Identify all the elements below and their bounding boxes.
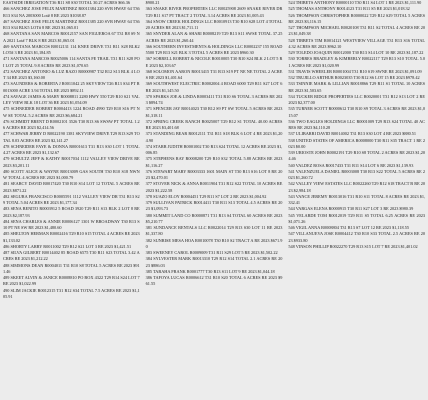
listing-entry: 469 SANTANA MARCOS R0012131 114 KNEE DRIVE T31 R11 S28 BLK2 LOT# 3 RE 2023 $1,184.85 xyxy=(3,43,140,55)
listing-entry: 378 SUAZO ELOY R0004451 T29 R11 S7 LOT 2 RE 2023 $1,004.92 xyxy=(145,193,267,199)
listing-entry: 479 SCHULTZ JEFF & KATHY R0017034 1112 VALLEY VIEW DRIVE RE 2023 $3,201.11 xyxy=(3,156,140,168)
listing-entry: 484 SENA CHARLES & ANNIE R0006127 1301 W BROADWAY T30 R13 S10 PT NE SW RE 2023 $1,480.60 xyxy=(3,218,140,230)
listing-entry: 365 SNYDER ALAN & SHARI R0008219 T29 R13 S11 SWSE TOTAL 37.25 ACRES RE 2023 $1,260.44 xyxy=(145,31,283,43)
listing-entry: 473 SAUNDERS & ROBERTA J R0011042 25 SKYVIEW T26 R13 S34 PT R0013000 ACRE 3.94 TOTAL RE 2023 $892.11 xyxy=(3,81,140,93)
listing-entry: 537 ULIBARRI DAVID R0014002 T31 R13 S30 LOT 4 RE 2023 $880.51 xyxy=(288,131,417,137)
listing-entry: 478 SCHNEIDER FAYE & DONNA R0001613 T31 R13 S30 LOT 1 TOTAL 4.27 ACRES RE 2023 $1,132.67 xyxy=(3,143,140,155)
listing-entry: 381 SUNDANCE RENTALS LLC R0022014 T29 R13 S30 LOT 11 RE 2023 $1,337.80 xyxy=(145,225,283,237)
listing-entry: 380 SUMMIT LAND CO R0000871 T31 R13 S4 TOTAL 60 ACRES RE 2023 $5,210.77 xyxy=(145,212,283,224)
listing-entry: 363 SNAKE RIVER PROPERTIES LLC R0025908 2609 SNAKE RIVER DR T29 R11 S17 PT TRACT 2 TOTAL 3.14 ACRES RE 2023 $1,005.43 xyxy=(145,6,283,18)
listing-entry: 490 SLIM JACKIE R0012315 T31 R12 S34 TOTAL 7.5 ACRES RE 2023 $1,105.91 xyxy=(3,287,140,299)
listing-entry: 379 SULLIVAN PATRICK R0014411 T30 R11 S13 TOTAL 4.5 ACRES RE 2023 $1,093.73 xyxy=(145,200,283,212)
listing-entry: 542 VALLEY VIEW ESTATES LLC R0022260 T29 R12 S18 TRACT B RE 2023 $2,984.18 xyxy=(288,181,426,193)
listing-entry: 530 TORRES BRADLEY & KIMBERLY R0022117 T29 R13 S10 TOTAL 5.01 ACRES RE 2023 $1,020.99 xyxy=(288,56,426,68)
listing-entry: $900.21 xyxy=(145,0,160,5)
listing-entry: 548 VINSON PHILLIP R0022270 T29 R13 S15 LOT 7 RE 2023 $1,401.02 xyxy=(288,243,418,249)
listing-entry: 527 THOMPSON MICHAEL R0020108 T31 R11 S2 TOTAL 4 ACRES RE 2023 $1,049.38 xyxy=(288,25,426,37)
listing-entry: 377 STOVER NICK & ANNA R0011904 T31 R12 S22 TOTAL 10 ACRES RE 2023 $1,222.58 xyxy=(145,181,283,193)
listing-entry: 368 SOLOMON AARON R0013415 T31 R13 S19 PT NE NE TOTAL 2 ACRES RE 2023 $1,401.64 xyxy=(145,68,283,80)
listing-entry: 385 TABAHA FRANK R0001777 T30 R13 S11 LOT 9 RE 2023 $1,044.18 xyxy=(145,268,275,274)
listing-entry: 476 SCHMIDT BRENT D R0002101 3526 T30 R13 S6 SWSW PT TOTAL 1.26 ACRES RE 2023 $2,414.56 xyxy=(3,118,140,130)
listing-entry: 370 SPARKS JOE & LINDA R0003411 T31 R10 S6 TOTAL 3 ACRES RE 2023 $894.74 xyxy=(145,93,283,105)
listing-entry: 489 SKEET ALVIN & JANICE R0008810 PO BOX 4322 T29 R14 S24 LOT 7 RE 2023 $1,022.99 xyxy=(3,275,140,287)
listing-entry: 472 SANCHEZ ANTONIO & LUZ RAZO R0000987 T32 R12 S13 BLK 4 LOT 34 RE 2023 $3,160.00 xyxy=(3,68,140,80)
listing-entry: 487 SILVA GILBERT R0014402 85 ROAD 6575 T30 R11 S23 TOTAL 3.42 ACRES RE 2023 $1,212.22 xyxy=(3,250,140,262)
listing-column-right xyxy=(288,0,425,400)
listing-entry: 369 SOUTHWEST ELECTRIC R0002004 4 ROAD 6000 T29 R11 S27 LOT 6 RE 2023 $1,145.50 xyxy=(145,81,283,93)
listing-entry: 541 VALENZUELA DANIEL R0003008 T30 R13 S22 TOTAL 5 ACRES RE 2023 $1,260.72 xyxy=(288,168,426,180)
listing-column-middle xyxy=(146,0,283,400)
listing-entry: 375 STEPHENS RAY R0008200 T29 R10 S32 TOTAL 5.88 ACRES RE 2023 $1,116.27 xyxy=(145,156,283,168)
listing-entry: 534 TUCKER RIDGE PROPERTIES LLC R0020001 T31 R12 S13 LOT 2 RE 2023 $2,377.00 xyxy=(288,93,426,105)
listing-column-left xyxy=(3,0,140,400)
listing-entry: 536 TWO EAGLES HOLDINGS LLC R0001009 T29 R13 S24 TOTAL 40 ACRES RE 2023 $4,110.28 xyxy=(288,118,426,130)
listing-entry: 367 SORRELL ROBERT & NICOLE R0010005 T30 R10 S24 BLK 2 LOT 5 RE 2023 $2,103.67 xyxy=(145,56,283,68)
listing-entry: 538 UNITED STATES OF AMERICA R0008000 T30 R11 S35 TRACT 1 RE 2023 $0.00 xyxy=(288,137,426,149)
listing-entry: 531 TRAVIS WHEELER R0001004 T31 R10 S19 SWNE RE 2023 $1,091.09 xyxy=(288,68,422,74)
listing-entry: 526 THOMPSON CHRISTOPHER R0000022 T29 R12 S29 TOTAL 5 ACRES RE 2023 $3,116.15 xyxy=(288,12,426,24)
listing-entry: 486 SHORTY LARRY R0011002 T29 R12 S21 LOT 3 RE 2023 $1,421.51 xyxy=(3,243,132,249)
listing-entry: 528 TIBBETS TIM R0014121 WESTVIEW VILLAGE T31 R13 S16 TOTAL 4.32 ACRES RE 2023 $962.10 xyxy=(288,37,426,49)
listing-entry: 488 SIMMONS DEAN R0004011 T31 R10 S8 TOTAL 5 ACRES RE 2023 $911.46 xyxy=(3,262,140,274)
listing-entry: 529 TOLEDO JOAQUIN R0012000 T30 R13 S14 LOT 10 RE 2023 $1,187.22 xyxy=(288,50,424,55)
listing-entry: 373 STANDING BEAR R0012111 T31 R11 S18 BLK 6 LOT 4 RE 2023 $1,204.90 xyxy=(145,131,283,143)
listing-entry: 475 SCHNEIDER ROBERT R0004413 1224 ROAD 4990 T29 R10 S16 PT NW SE TOTAL 5.2 ACRES RE 2023 $6,684.21 xyxy=(3,106,140,118)
listing-entry: 485 SHELTON HERMAN R0002416 T29 R10 S15 TOTAL 4 ACRES RE 2023 $1,133.02 xyxy=(3,231,140,243)
listing-entry: 547 VILLANUEVA JOSE R0004412 T30 R10 S33 TOTAL 2.5 ACRES RE 2023 $933.80 xyxy=(288,231,426,243)
listing-entry: 364 SNOW CREEK HOLDINGS LLC R0010913 T30 R10 S28 LOT 4 TOTAL 20 ACRES RE 2023 $1,711.11 xyxy=(145,18,283,30)
listing-entry: 386 TAFOYA LUCAS R0006612 T31 R10 S20 TOTAL 6 ACRES RE 2023 $961.55 xyxy=(145,275,283,287)
listing-entry: 471 SANTANA MARCOS R0025006 114 SANTA FE TRAIL T31 R11 S28 POI LOT 25 TOTAL 9.8 ACRES RE 2023 $1,070.65 xyxy=(3,56,140,68)
listing-entry: 467 SANCHEZ JOSE FELIX MARTINEZ R0011385 220 SVR HWAY 64 T36 R13 S34 BLK5 LOT# 8 RE 2023 $1,065.01 xyxy=(3,18,140,30)
listing-entry: 543 VANCE JEREMY R0013016 T31 R10 S11 TOTAL 8 ACRES RE 2023 $1,332.41 xyxy=(288,193,426,205)
listing-entry: 384 SYLVESTER MARK R0013310 T29 R12 S14 TOTAL 2.1 ACRES RE 2023 $886.03 xyxy=(145,256,283,268)
listing-entry: 383 SWEENEY CAROL R0009009 T31 R11 S29 LOT 5 RE 2023 $1,502.22 xyxy=(145,250,278,255)
listing-entry: 477 SCHWAB JERRY D R0022190 1381 SKYVIEW DRIVE T29 R13 S29 TOTAL 8.03 ACRES RE 2023 $2,141.27 xyxy=(3,131,140,143)
listing-entry: 535 TURNER SCOTT R0000612 T30 R10 S9 TOTAL 3 ACRES RE 2023 $1,015.07 xyxy=(288,106,426,118)
listing-entry: 366 SOUTHERN INVESTMENTS & HOLDINGS LLC R0002237 155 ROAD 5500 T29 R13 S21 BLK 3 TOTAL 5 ACRES RE 2023 $960.30 xyxy=(145,43,283,55)
listing-entry: 532 TRUJILLO ARTHUR R0023035 T30 R12 S6 LOT 15 RE 2023 $978.42 xyxy=(288,75,420,80)
listing-entry: 546 VIGIL ANNA R0008804 T31 R13 S7 LOT 12 RE 2023 $1,118.55 xyxy=(288,225,409,230)
listing-entry: 524 THIBETS ANTHONY R0000110 T30 R11 S4 LOT 1 RE 2023 $1,111.90 xyxy=(288,0,422,5)
listing-entry: 544 VARGAS ELENA R0000915 T30 R11 S27 LOT 3 RE 2023 $980.39 xyxy=(288,206,414,212)
listing-entry: 382 SUNRISE MESA HOA R0010078 T30 R10 S2 TRACT A RE 2023 $671.90 xyxy=(145,237,283,249)
listing-entry: 539 URIOSTE JOHN R0002191 T29 R10 S8 TOTAL 2 ACRES RE 2023 $1,204.46 xyxy=(288,150,426,162)
listing-entry: 480 SCOTT ALICE & WAYNE R0013009 GAS SOUTH T30 R10 S18 NWNW TOTAL 4 ACRES RE 2023 $1,000.79 xyxy=(3,168,140,180)
listing-entry: 372 SPRING CREEK RANCH R0025007 T29 R12 S1 TOTAL 40.00 ACRES RE 2023 $3,401.68 xyxy=(145,118,283,130)
listing-entry: 481 SEARCY DAVID R0017420 T30 R10 S14 LOT 12 TOTAL 5 ACRES RE 2023 $871.22 xyxy=(3,181,140,193)
listing-entry: 483 SENA BENITO R0003912 5 ROAD 3920 T29 R11 S13 BLK 2 LOT 8 RE 2023 $2,187.93 xyxy=(3,206,140,218)
listing-entry: 376 STEWART MARY R0003333 1601 MAIN ST T30 R13 S16 LOT 8 RE 2023 $2,470.01 xyxy=(145,168,283,180)
listing-entry: EASTSIDE IRRIGATION T36 R11 S8 S30 TOTAL 30.27 ACRES $66.36 xyxy=(3,0,130,5)
listing-entry: 482 SEGURA FRANCISCO R0005591 1112 VALLEY VIEW DR T31 R13 S29 TOTAL 5.04 ACRES RE 2023 $1,177.34 xyxy=(3,193,140,205)
listing-entry: 525 THOMAS ANTHONY R0014123 T31 R11 S5 RE 2023 $1,018.32 xyxy=(288,6,410,12)
listing-entry: 468 SANTANA SAN MARCOS R0012157 SAN FIGUEROA 67 T31 R8 S9 NA 2021 Lot# 7 BLK 8 RE 2023 $1,065.01 xyxy=(3,31,140,43)
listing-entry: 466 SANCHEZ JOSE FELIX MARTINEZ R0011384 220 SVR HWAY 64 T36 R13 S34 NA 2003000 Lot# 8 RE 2023 $1038.87 xyxy=(3,6,140,18)
listing-entry: 474 SAVAGE JAMES & MARY R0008811 2280 HWY 550 T29 R10 S21 VALLEY VIEW BLK 18 LOT 36 RE 2023 $1,054.09 xyxy=(3,93,140,105)
listing-entry: 371 SPENCER JAY R0014023 T30 R12 S9 PT SW TOTAL 5 ACRES RE 2023 $1,318.11 xyxy=(145,106,283,118)
listing-entry: 545 VELARDE TOM R0012019 T29 R11 S5 TOTAL 6.25 ACRES RE 2023 $1,071.26 xyxy=(288,212,426,224)
listing-entry: 533 TSINNIE MARK & LILLIAN R0018866 T29 R11 S1 TOTAL 10 ACRES RE 2023 $1,503.65 xyxy=(288,81,426,93)
listing-entry: 374 STARR JUDITH R0001002 T30 R13 S24 TOTAL 12 ACRES RE 2023 $1,006.85 xyxy=(145,143,283,155)
listing-entry: 540 VALDEZ ROSA R0017433 T31 R11 S14 LOT 6 RE 2023 $1,139.93 xyxy=(288,162,414,168)
